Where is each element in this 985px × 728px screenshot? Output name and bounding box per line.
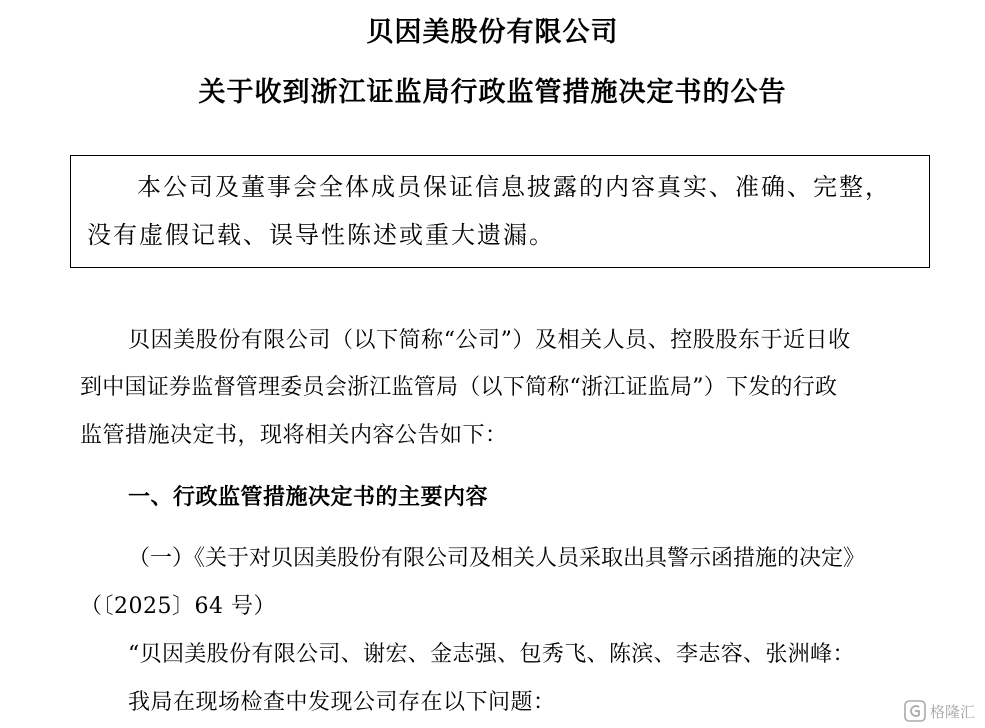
- disclosure-notice-box: [70, 155, 930, 268]
- notice-line-1: 本公司及董事会全体成员保证信息披露的内容真实、准确、完整，: [137, 173, 891, 201]
- watermark: [904, 700, 975, 722]
- document-subtitle: 关于收到浙江证监局行政监管措施决定书的公告: [198, 77, 787, 108]
- quote-line-1: “贝因美股份有限公司、谢宏、金志强、包秀飞、陈滨、李志容、张洲峰：: [128, 642, 855, 667]
- subsection-title-line-2: （〔2025〕64 号）: [80, 594, 276, 619]
- gelonghui-logo-icon: [904, 700, 926, 722]
- section-heading: 一、行政监管措施决定书的主要内容: [128, 485, 489, 510]
- document-title: 贝因美股份有限公司: [366, 17, 619, 48]
- intro-line-3: 监管措施决定书，现将相关内容公告如下：: [80, 423, 508, 448]
- watermark-text: 格隆汇: [929, 702, 975, 721]
- notice-line-2: 没有虚假记载、误导性陈述或重大遗漏。: [87, 221, 555, 249]
- intro-line-2: 到中国证券监督管理委员会浙江监管局（以下简称“浙江证监局”）下发的行政: [80, 375, 838, 400]
- subsection-title-line-1: （一）《关于对贝因美股份有限公司及相关人员采取出具警示函措施的决定》: [128, 546, 866, 571]
- intro-line-1: 贝因美股份有限公司（以下简称“公司”）及相关人员、控股股东于近日收: [128, 328, 851, 353]
- quote-line-2: 我局在现场检查中发现公司存在以下问题：: [128, 690, 556, 715]
